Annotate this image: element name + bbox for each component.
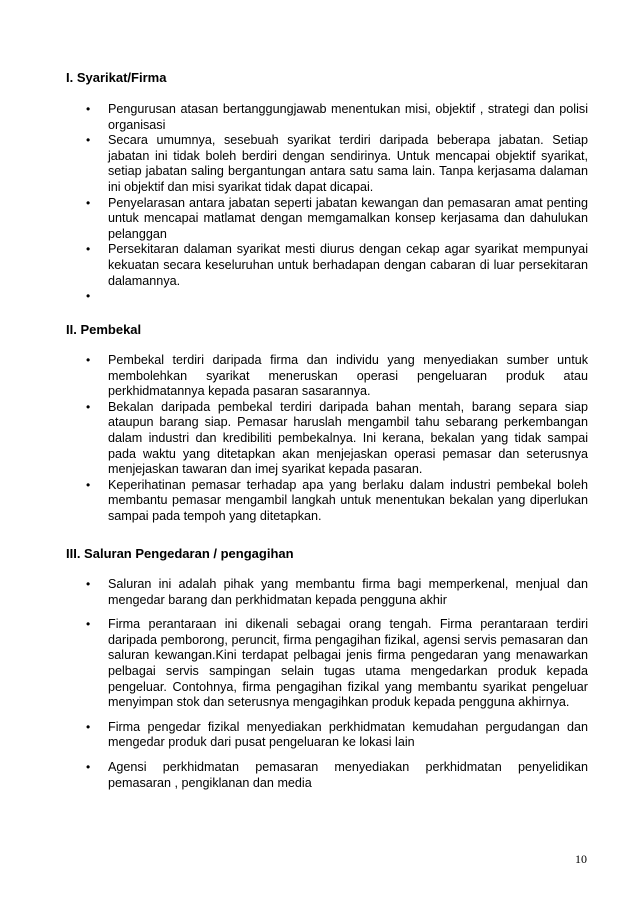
bullet-icon: • (86, 133, 91, 148)
bullet-icon: • (86, 759, 91, 774)
section-heading-saluran: III. Saluran Pengedaran / pengagihan (66, 546, 294, 561)
list-item-empty (84, 289, 588, 305)
list-item-text: Pembekal terdiri daripada firma dan individu yang menyediakan sumber untuk membolehkan syarikat meneruskan operasi pengeluaran produk atau perkhidmatannya kepada pasaran sasarannya. (108, 353, 588, 399)
section-heading-syarikat: I. Syarikat/Firma (66, 70, 167, 85)
bullet-icon: • (86, 719, 91, 734)
list-item (84, 196, 588, 243)
list-item (84, 400, 588, 478)
list-item-text: Firma perantaraan ini dikenali sebagai orang tengah. Firma perantaraan terdiri daripada pemborong, peruncit, firma pengagihan fizikal, agensi servis pemasaran dan saluran kewangan.Kini terdapat pelbagai jenis firma pengedaran yang menawarkan pelbagai servis sampingan selain tugas utama mengedarkan produk kepada pengeluar. Contohnya, firma pengagihan fizikal yang membantu syarikat pengeluar menyimpan stok dan seterusnya mengagihkan produk kepada pengguna akhirnya. (108, 617, 588, 710)
section-list-saluran (84, 577, 588, 800)
section-heading-pembekal: II. Pembekal (66, 322, 142, 337)
bullet-icon: • (86, 577, 91, 591)
list-item (84, 102, 588, 133)
bullet-icon: • (86, 353, 91, 367)
list-item (84, 577, 588, 608)
bullet-icon: • (86, 289, 91, 304)
list-item-text: Pengurusan atasan bertanggungjawab menentukan misi, objektif , strategi dan polisi organisasi (108, 102, 588, 132)
list-item (84, 478, 588, 525)
list-item (84, 133, 588, 195)
list-item-text: Agensi perkhidmatan pemasaran menyediakan perkhidmatan penyelidikan pemasaran , pengiklanan dan media (108, 759, 588, 790)
list-item (84, 760, 588, 791)
page-number: 10 (575, 852, 587, 866)
bullet-icon: • (86, 242, 91, 257)
list-item-text: Persekitaran dalaman syarikat mesti diurus dengan cekap agar syarikat mempunyai kekuatan secara keseluruhan untuk berhadapan dengan cabaran di luar persekitaran dalamannya. (108, 242, 588, 288)
bullet-icon: • (86, 102, 91, 116)
bullet-icon: • (86, 617, 91, 632)
list-item-text: Penyelarasan antara jabatan seperti jabatan kewangan dan pemasaran amat penting untuk mencapai matlamat dengan memgamalkan konsep kerjasama dan dahulukan pelanggan (108, 195, 588, 241)
list-item (84, 720, 588, 751)
list-item-text: Firma pengedar fizikal menyediakan perkhidmatan kemudahan pergudangan dan mengedar produk dari pusat pengeluaran ke lokasi lain (108, 719, 588, 750)
bullet-icon: • (86, 477, 91, 492)
list-item-text: Secara umumnya, sesebuah syarikat terdiri daripada beberapa jabatan. Setiap jabatan ini tidak boleh berdiri dengan sendirinya. Untuk mencapai objektif syarikat, setiap jabatan saling bergantungan antara satu sama lain. Tanpa kerjasama dalaman ini objektif dan misi syarikat tidak dapat dicapai. (108, 133, 588, 194)
list-item-text: Keperihatinan pemasar terhadap apa yang berlaku dalam industri pembekal boleh membantu pemasar mengambil langkah untuk menentukan bekalan yang diperlukan sampai pada tempoh yang ditetapkan. (108, 477, 588, 523)
list-item-text: Saluran ini adalah pihak yang membantu firma bagi memperkenal, menjual dan mengedar barang dan perkhidmatan kepada pengguna akhir (108, 577, 588, 607)
bullet-icon: • (86, 399, 91, 414)
section-list-syarikat (84, 102, 588, 305)
list-item (84, 242, 588, 289)
section-list-pembekal (84, 353, 588, 525)
list-item (84, 617, 588, 711)
list-item-text: Bekalan daripada pembekal terdiri daripada bahan mentah, barang separa siap ataupun barang siap. Pemasar haruslah mengambil tahu sebarang perkembangan dalam industri dan kredibiliti pembekalnya. Ini kerana, bekalan yang tidak sampai pada waktu yang ditetapkan akan menjejaskan operasi pemasar dan seterusnya menjejaskan tawaran dan imej syarikat kepada pasaran. (108, 399, 588, 477)
list-item (84, 353, 588, 400)
bullet-icon: • (86, 195, 91, 210)
